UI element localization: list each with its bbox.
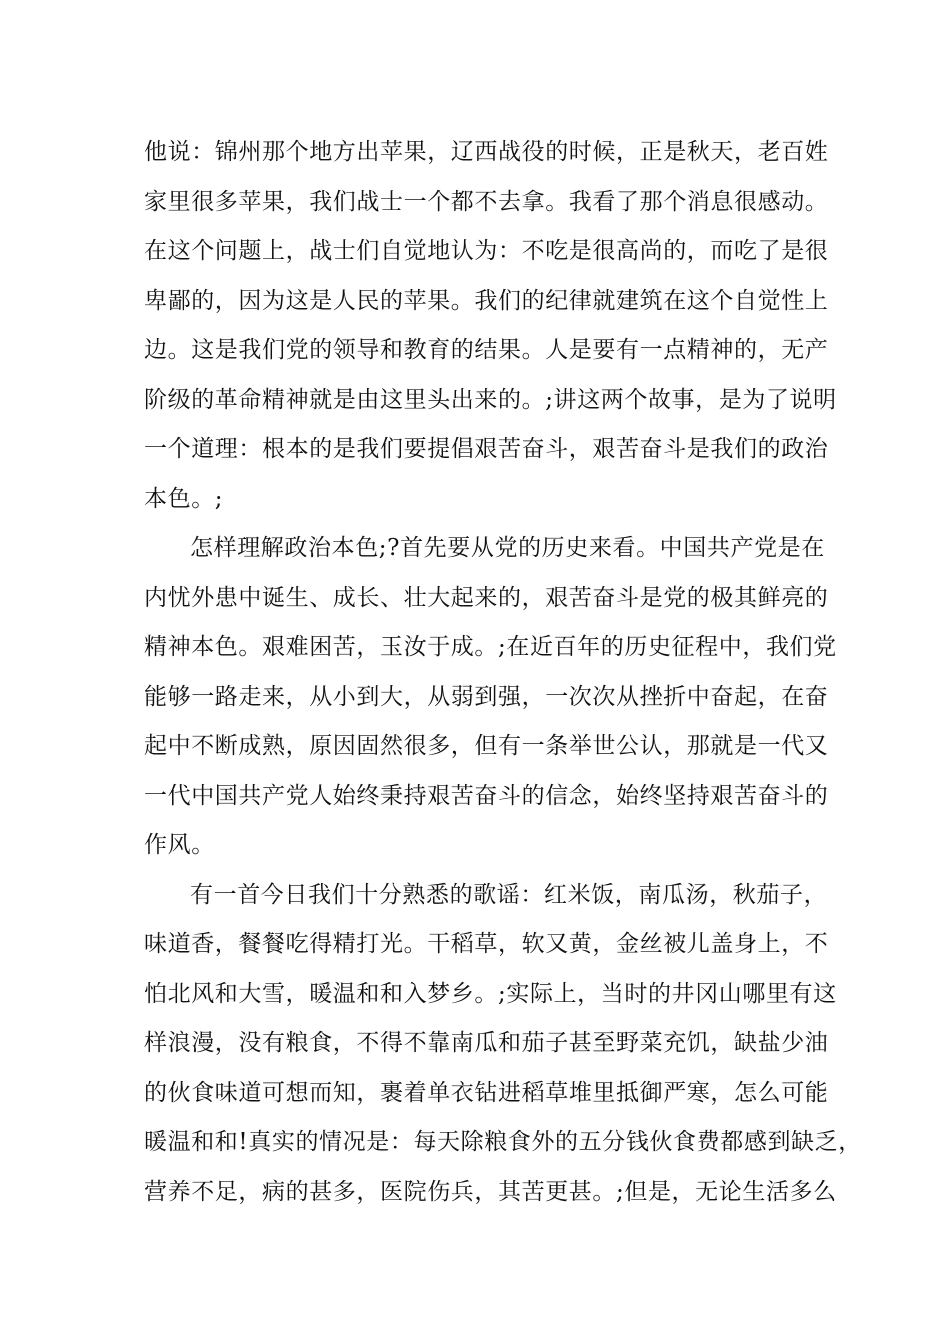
- text-line: 营养不足，病的甚多，医院伤兵，其苦更甚。;但是，无论生活多么: [144, 1178, 837, 1205]
- text-line: 阶级的革命精神就是由这里头出来的。;讲这两个故事，是为了说明: [144, 386, 837, 413]
- text-line: 家里很多苹果，我们战士一个都不去拿。我看了那个消息很感动。: [144, 188, 829, 215]
- text-line: 边。这是我们党的领导和教育的结果。人是要有一点精神的，无产: [144, 337, 829, 363]
- text-line: 起中不断成熟，原因固然很多，但有一条举世公认，那就是一代又: [144, 733, 829, 759]
- text-line: 的伙食味道可想而知，裹着单衣钻进稻草堆里抵御严寒，怎么可能: [144, 1079, 829, 1106]
- body-text: [144, 128, 862, 1217]
- text-line: 有一首今日我们十分熟悉的歌谣：红米饭，南瓜汤，秋茄子，: [190, 881, 828, 908]
- text-line: 怎样理解政治本色;?首先要从党的历史来看。中国共产党是在: [190, 535, 825, 561]
- text-line: 作风。: [144, 832, 215, 858]
- text-line: 能够一路走来，从小到大，从弱到强，一次次从挫折中奋起，在奋: [144, 683, 829, 710]
- text-line: 卑鄙的，因为这是人民的苹果。我们的纪律就建筑在这个自觉性上: [144, 287, 829, 314]
- text-line: 味道香，餐餐吃得精打光。干稻草，软又黄，金丝被儿盖身上，不: [144, 931, 829, 957]
- text-line: 一个道理：根本的是我们要提倡艰苦奋斗，艰苦奋斗是我们的政治: [144, 436, 829, 462]
- text-line: 样浪漫，没有粮食，不得不靠南瓜和茄子甚至野菜充饥，缺盐少油: [144, 1030, 829, 1056]
- paragraph-2: [144, 524, 837, 871]
- paragraph-1: [144, 128, 837, 524]
- text-line: 在这个问题上，战士们自觉地认为：不吃是很高尚的，而吃了是很: [144, 238, 829, 264]
- paragraph-3: [144, 871, 862, 1218]
- text-line: 怕北风和大雪，暖温和和入梦乡。;实际上，当时的井冈山哪里有这: [144, 980, 837, 1007]
- text-line: 一代中国共产党人始终秉持艰苦奋斗的信念，始终坚持艰苦奋斗的: [144, 782, 829, 809]
- text-line: 他说：锦州那个地方出苹果，辽西战役的时候，正是秋天，老百姓: [144, 139, 829, 165]
- text-line: 本色。;: [144, 485, 224, 512]
- text-line: 内忧外患中诞生、成长、壮大起来的，艰苦奋斗是党的极其鲜亮的: [144, 584, 829, 611]
- text-line: 暖温和和!真实的情况是：每天除粮食外的五分钱伙食费都感到缺乏，: [144, 1129, 862, 1155]
- text-line: 精神本色。艰难困苦，玉汝于成。;在近百年的历史征程中，我们党: [144, 634, 837, 660]
